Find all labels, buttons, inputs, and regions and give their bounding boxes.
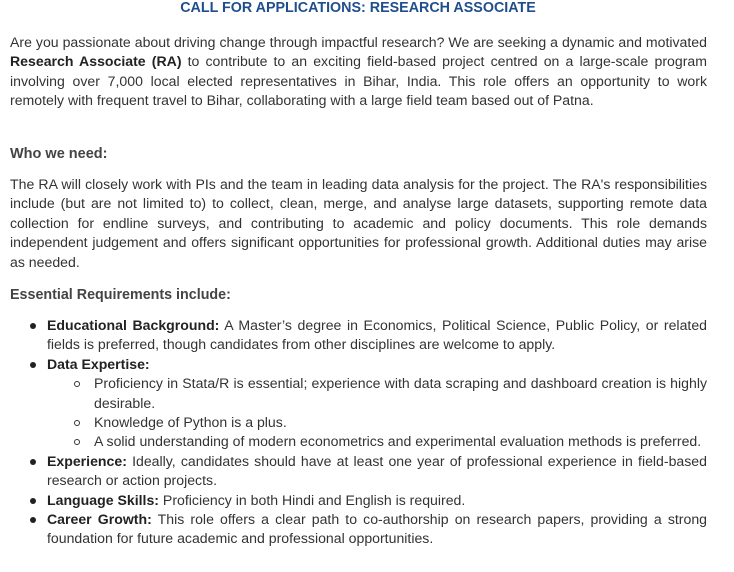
requirement-data-label: Data Expertise: xyxy=(47,355,150,372)
requirement-language-label: Language Skills: xyxy=(47,491,159,508)
requirement-education-text: A Master’s degree in Economics, Political Science, Public Policy, or related fields is preferred, though candidates from other disciplines are welcome to apply. xyxy=(47,317,707,353)
data-expertise-item: Proficiency in Stata/R is essential; experience with data scraping and dashboard creation is highly desirable. xyxy=(47,374,707,413)
requirement-language-text: Proficiency in both Hindi and English is required. xyxy=(159,491,466,508)
requirement-experience-text: Ideally, candidates should have at least one year of professional experience in field-based research or action projects. xyxy=(47,452,707,489)
page-title: CALL FOR APPLICATIONS: RESEARCH ASSOCIATE xyxy=(180,0,536,16)
who-we-need-heading: Who we need: xyxy=(10,146,108,162)
requirement-experience-label: Experience: xyxy=(47,452,127,469)
data-expertise-sublist xyxy=(47,374,707,452)
requirement-education-label: Educational Background: xyxy=(47,317,220,333)
requirement-education xyxy=(28,316,707,355)
data-expertise-item: A solid understanding of modern econometrics and experimental evaluation methods is preferred. xyxy=(47,432,707,451)
intro-text-1: Are you passionate about driving change through impactful research? We are seeking a dynamic and motivated xyxy=(10,34,707,50)
requirement-experience xyxy=(28,452,707,491)
requirement-language xyxy=(28,491,707,510)
requirement-career-text: This role offers a clear path to co-authorship on research papers, providing a strong foundation for future academic and professional opportunities. xyxy=(47,511,707,547)
requirements-heading: Essential Requirements include: xyxy=(10,287,231,303)
requirements-list xyxy=(28,316,707,549)
requirement-data-expertise xyxy=(28,355,707,452)
data-expertise-item: Knowledge of Python is a plus. xyxy=(47,413,707,432)
requirement-career-label: Career Growth: xyxy=(47,511,152,528)
intro-role-name: Research Associate (RA) xyxy=(10,53,182,70)
who-we-need-paragraph: The RA will closely work with PIs and the team in leading data analysis for the project. The RA's responsibilities include (but are not limited to) to collect, clean, merge, and analyse large datasets, supporting remote data collection for endline surveys, and contributing to academic and policy documents. This role demands independent judgement and offers significant opportunities for professional growth. Additional duties may arise as needed. xyxy=(10,176,707,270)
requirement-career xyxy=(28,510,707,549)
intro-text-2: to contribute to an exciting field-based project centred on a large-scale program involving over 7,000 local elected representatives in Bihar, India. This role offers an opportunity to work remotely with frequent travel to Bihar, collaborating with a large field team based out of Patna. xyxy=(10,53,707,109)
intro-paragraph xyxy=(10,33,707,111)
